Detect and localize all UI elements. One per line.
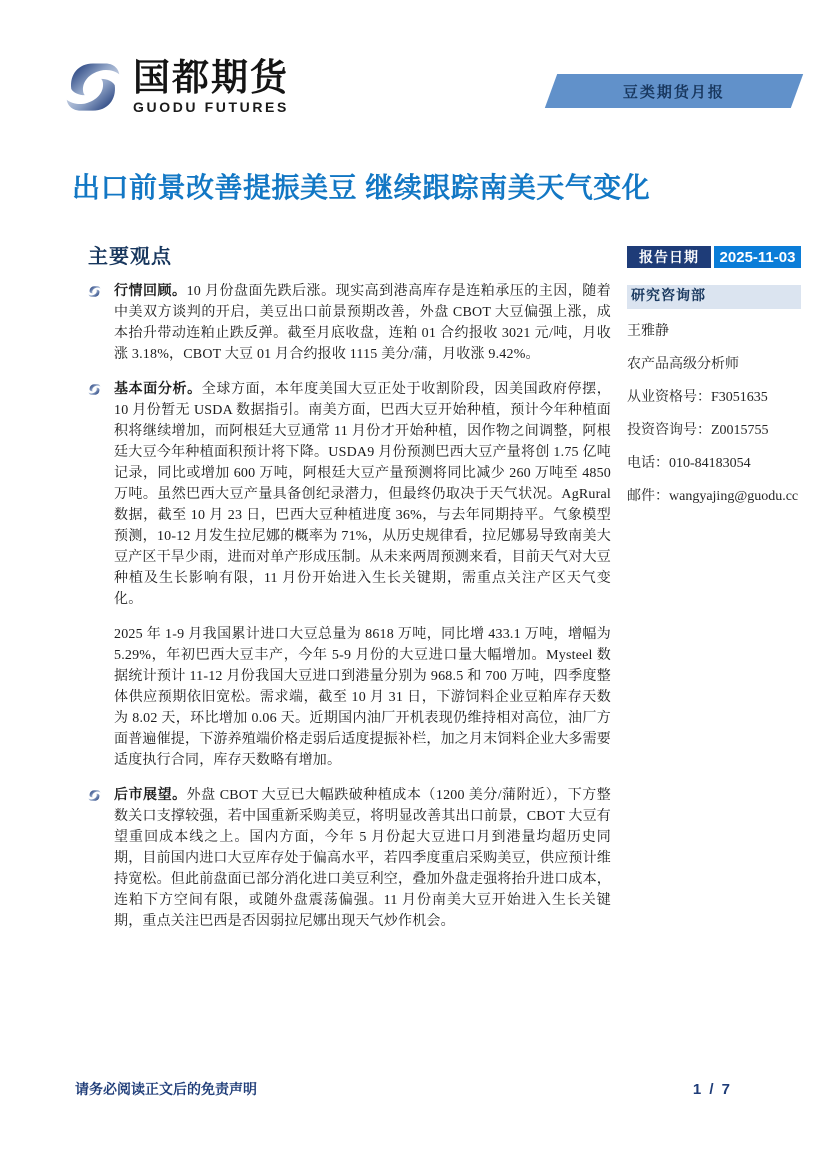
paragraph [114,281,611,365]
paragraph-lead: 行情回顾。 [114,284,187,299]
brand-logo [64,58,289,116]
analyst-email: 邮件：wangyajing@guodu.cc [627,489,799,504]
page-title: 出口前景改善提振美豆 继续跟踪南美天气变化 [72,172,651,203]
paragraph-text: 10 月份盘面先跌后涨。现实高到港高库存是连粕承压的主因，随着中美双方谈判的开启，美豆出口前景预期改善，外盘 CBOT 大豆偏强上涨，成本抬升带动连粕止跌反弹。截至月底收盘，连粕 01 合约报收 3021 元/吨，月收涨 3.18%，CBOT 大豆 01 月合约报收 1115 美分/蒲，月收涨 9.42%。 [114,284,611,362]
analyst-advisor-no: 投资咨询号：Z0015755 [627,423,769,438]
brand-name [133,58,289,115]
report-date-row [627,246,801,268]
paragraph-lead: 后市展望。 [114,788,187,803]
bullet-swirl-icon [88,789,101,802]
paragraph [114,379,611,610]
info-sidebar [627,246,801,513]
guodu-logo-icon [64,58,122,116]
bullet-swirl-icon [88,383,101,396]
report-date-value: 2025-11-03 [714,246,801,268]
bullet-swirl-icon [88,285,101,298]
report-date-label: 报告日期 [627,246,711,268]
bullet-fundamental-analysis [88,379,611,610]
analyst-cert-no: 从业资格号：F3051635 [627,390,768,405]
analyst-title: 农产品高级分析师 [627,357,739,372]
department-header: 研究咨询部 [627,285,801,309]
bullet-outlook [88,785,611,932]
analyst-name: 王雅静 [627,324,669,339]
analyst-phone: 电话：010-84183054 [627,456,751,471]
page-number: 1 / 7 [692,1080,732,1098]
analyst-info [627,315,801,513]
paragraph-text: 全球方面，本年度美国大豆正处于收割阶段，因美国政府停摆，10 月份暂无 USDA 数据指引。南美方面，巴西大豆开始种植，预计今年种植面积将继续增加，而阿根廷大豆通常 11 月份才开始种植，因作物之间调整，阿根廷大豆今年种植面积预计将下降。USDA9 月份预测巴西大豆产量将创 1.75 亿吨记录，同比或增加 600 万吨，阿根廷大豆产量预测将同比减少 260 万吨至 4850 万吨。虽然巴西大豆产量具备创纪录潜力，但最终仍取决于天气状况。AgRural 数据，截至 10 月 23 日，巴西大豆种植进度 36%，与去年同期持平。气象模型预测，10-12 月发生拉尼娜的概率为 71%，从历史规律看，拉尼娜易导致南美大豆产区干旱少雨，进而对单产形成压制。从未来两周预测来看，目前天气对大豆种植及生长影响有限，11 月份开始进入生长关键期，需重点关注产区天气变化。 [114,382,611,607]
page-footer [75,1079,732,1099]
paragraph-import-data [88,624,611,771]
report-type-label: 豆类期货月报 [622,84,725,101]
disclaimer-note: 请务必阅读正文后的免责声明 [75,1083,257,1098]
bullet-market-review [88,281,611,365]
brand-name-cn: 国都期货 [133,57,289,98]
paragraph-text: 2025 年 1-9 月我国累计进口大豆总量为 8618 万吨，同比增 433.1 万吨，增幅为 5.29%，年初巴西大豆丰产，今年 5-9 月份的大豆进口量大幅增加。Mysteel 数据统计预计 11-12 月份我国大豆进口到港量分别为 968.5 和 700 万吨，四季度整体供应预期依旧宽松。需求端，截至 10 月 31 日，下游饲料企业豆粕库存天数为 8.02 天，环比增加 0.06 天。近期国内油厂开机表现仍维持相对高位，油厂方面普遍催提，下游养殖端价格走弱后适度提振补栏，加之月末饲料企业大多需要适度执行合同，库存天数略有增加。 [114,627,611,768]
brand-name-en: GUODU FUTURES [133,99,289,115]
main-content [88,281,611,946]
paragraph-text: 外盘 CBOT 大豆已大幅跌破种植成本（1200 美分/蒲附近），下方整数关口支撑较强，若中国重新采购美豆，将明显改善其出口前景，CBOT 大豆有望重回成本线之上。国内方面，今年 5 月份起大豆进口月到港量均超历史同期，目前国内进口大豆库存处于偏高水平，若四季度重启采购美豆，供应预计维持宽松。但此前盘面已部分消化进口美豆利空，叠加外盘走强将抬升进口成本，连粕下方空间有限，或随外盘震荡偏强。11 月份南美大豆开始进入生长关键期，重点关注巴西是否因弱拉尼娜出现天气炒作机会。 [114,788,611,929]
report-type-banner [545,74,803,108]
paragraph-lead: 基本面分析。 [114,382,202,397]
paragraph [114,785,611,932]
section-heading-main-views: 主要观点 [88,246,172,268]
